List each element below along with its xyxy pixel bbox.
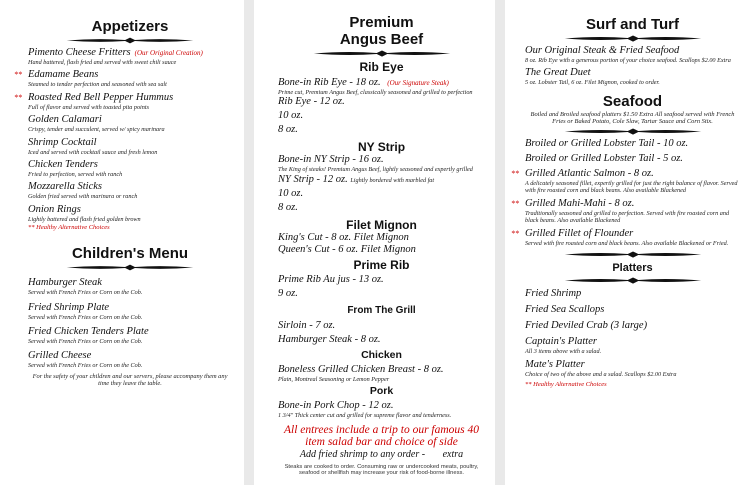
menu-item xyxy=(28,326,232,345)
primerib-13: Prime Rib Au jus - 13 oz. xyxy=(278,273,384,285)
menu-item-desc: Served with French Fries or Corn on the Cob. xyxy=(28,362,143,370)
menu-item-name: Fried Shrimp xyxy=(525,288,582,300)
menu-item-name: Fried Deviled Crab (3 large) xyxy=(525,320,648,332)
menu-item-desc: Steamed to tender perfection and seasoned with sea salt xyxy=(28,81,167,89)
beef-title-line2: Angus Beef xyxy=(339,31,424,48)
menu-item-desc: Full of flavor and served with toasted pita points xyxy=(28,103,149,111)
menu-item xyxy=(511,197,740,225)
menu-item-name: Fried Shrimp Plate xyxy=(28,301,110,313)
nystrip-bone-in: Bone-in NY Strip - 16 oz. xyxy=(278,154,384,166)
menu-item xyxy=(511,227,740,247)
childrens-title: Children's Menu xyxy=(71,245,189,263)
appetizers-title: Appetizers xyxy=(91,18,169,35)
nystrip-desc: The King of steaks! Premium Angus Beef, lightly seasoned and expertly grilled xyxy=(278,166,473,174)
menu-item-name: Roasted Red Bell Pepper Hummus xyxy=(28,91,174,103)
menu-item-desc: 5 oz. Lobster Tail, 6 oz. Filet Mignon, cooked to order. xyxy=(525,79,660,87)
primerib-9: 9 oz. xyxy=(278,287,298,299)
menu-item xyxy=(525,359,740,378)
menu-item-desc: All 3 items above with a salad. xyxy=(525,348,602,356)
appetizers-panel xyxy=(0,0,244,485)
menu-item-desc: Served with fire roasted corn and black beans. Also available Blackened or Fried. xyxy=(525,239,729,247)
healthy-marker: ** xyxy=(511,198,519,208)
seafood-title: Seafood xyxy=(602,92,663,110)
menu-item xyxy=(28,204,232,223)
salad-bar-note: All entrees include a trip to our famous 40 item salad bar and choice of side xyxy=(283,423,480,449)
appetizers-list xyxy=(14,47,232,223)
nystrip-12: NY Strip - 12 oz. Lightly bordered with marbled fat xyxy=(278,173,435,185)
menu-item xyxy=(525,320,740,332)
healthy-marker: ** xyxy=(14,70,22,80)
menu-item xyxy=(525,45,740,64)
menu-item-name: Mate's Platter xyxy=(525,359,585,371)
menu-item-name: Our Original Steak & Fried Seafood xyxy=(525,45,680,56)
title-ornament xyxy=(525,277,740,284)
menu-item-name: Edamame Beans xyxy=(28,69,99,81)
grill-heading: From The Grill xyxy=(347,304,416,316)
menu-item-name: Grilled Cheese xyxy=(28,350,92,362)
menu-item-name: The Great Duet xyxy=(525,67,591,79)
menu-item xyxy=(511,168,740,195)
menu-item-desc: Choice of two of the above and a salad. Scallops $2.00 Extra xyxy=(525,371,677,379)
menu-item-desc: Iced and served with cocktail sauce and fresh lemon xyxy=(28,148,158,156)
filet-queens-cut: Queen's Cut - 6 oz. Filet Mignon xyxy=(278,243,416,255)
menu-item-name: Chicken Tenders xyxy=(28,159,98,171)
menu-item-name: Grilled Mahi-Mahi - 8 oz. xyxy=(525,197,635,209)
shrimp-addon: Add fried shrimp to any order - extra xyxy=(299,448,464,460)
chicken-heading: Chicken xyxy=(361,348,402,361)
raw-food-warning: Steaks are cooked to order. Consuming raw or undercooked meats, poultry, seafood or shellfish may increase your risk of food-borne illness. xyxy=(284,463,479,477)
beef-panel xyxy=(254,0,495,485)
menu-item-desc: 8 oz. Rib Eye with a generous portion of your choice seafood. Scallops $2.00 Extra xyxy=(525,57,731,64)
beef-title-line1: Premium xyxy=(349,14,414,31)
ribeye-heading: Rib Eye xyxy=(359,60,404,74)
menu-item-name: Shrimp Cocktail xyxy=(28,136,97,148)
healthy-marker: ** xyxy=(511,169,519,178)
menu-item-name: Grilled Atlantic Salmon - 8 oz. xyxy=(525,168,654,179)
healthy-footnote: ** Healthy Alternative Choices xyxy=(525,380,607,388)
menu-item-desc: Lightly battered and flash fried golden brown xyxy=(28,215,141,223)
primerib-heading: Prime Rib xyxy=(353,257,410,272)
menu-item xyxy=(28,302,232,321)
childrens-safety-note: For the safety of your children and our servers, please accompany them any time they leave the table. xyxy=(32,372,228,388)
menu-item-name: Captain's Platter xyxy=(525,336,597,348)
menu-item-name: Fried Chicken Tenders Plate xyxy=(28,326,149,338)
menu-item xyxy=(525,336,740,355)
surf-title: Surf and Turf xyxy=(585,16,680,33)
title-ornament xyxy=(278,50,485,57)
menu-item-name: Broiled or Grilled Lobster Tail - 5 oz. xyxy=(525,153,683,164)
filet-heading: Filet Mignon xyxy=(346,217,417,232)
ribeye-bone-in: Bone-in Rib Eye - 18 oz. (Our Signature Steak) xyxy=(278,77,449,88)
healthy-marker: ** xyxy=(511,228,519,238)
menu-item-name: Pimento Cheese Fritters (Our Original Creation) xyxy=(28,47,203,58)
platters-list xyxy=(525,288,740,379)
sirloin: Sirloin - 7 oz. xyxy=(278,319,336,331)
ribeye-8: 8 oz. xyxy=(278,124,298,136)
menu-item xyxy=(14,91,232,111)
ribeye-12: Rib Eye - 12 oz. xyxy=(278,96,345,108)
pork-chop: Bone-in Pork Chop - 12 oz. xyxy=(278,400,394,412)
pork-heading: Pork xyxy=(369,385,394,398)
chicken-breast: Boneless Grilled Chicken Breast - 8 oz. xyxy=(278,363,444,375)
menu-item xyxy=(525,67,740,86)
menu-item-name: Broiled or Grilled Lobster Tail - 10 oz. xyxy=(525,138,689,149)
menu-item-desc: Golden fried served with marinara or ranch xyxy=(28,193,138,201)
menu-item-desc: Traditionally seasoned and grilled to perfection. Served with fire roasted corn and black beans. Also available Blackened xyxy=(525,209,730,225)
menu-item-name: Fried Sea Scallops xyxy=(525,304,605,316)
menu-item-name: Hamburger Steak xyxy=(28,277,102,289)
section-ornament xyxy=(525,251,740,258)
menu-item-desc: Served with French Fries or Corn on the Cob. xyxy=(28,313,143,321)
menu-item xyxy=(28,277,232,296)
menu-item xyxy=(28,350,232,369)
menu-item xyxy=(525,288,740,300)
pork-desc: 1 3/4" Thick center cut and grilled for supreme flavor and tenderness. xyxy=(278,412,452,420)
menu-item-desc: A delicately seasoned fillet, expertly grilled for just the right balance of flavor. Served with fire roasted corn and black beans. Also available Blackened xyxy=(525,180,738,195)
title-ornament xyxy=(525,35,740,42)
seafood-intro: Boiled and Broiled seafood platters $1.50 Extra All seafood served with French Fries or Baked Potato, Cole Slaw, Tartar Sauce and Corn Stix. xyxy=(530,110,735,126)
nystrip-heading: NY Strip xyxy=(357,140,406,155)
nystrip-8: 8 oz. xyxy=(278,201,298,213)
menu-item xyxy=(14,69,232,89)
menu-item xyxy=(28,137,232,156)
childrens-list xyxy=(28,277,232,370)
title-ornament xyxy=(525,128,740,135)
menu-item xyxy=(525,304,740,316)
surf-panel xyxy=(505,0,750,485)
menu-item-desc: Served with French Fries or Corn on the Cob. xyxy=(28,338,143,346)
menu-item xyxy=(28,181,232,200)
menu-item-desc: Fried to perfection, served with ranch xyxy=(28,171,123,179)
healthy-footnote: ** Healthy Alternative Choices xyxy=(28,224,110,232)
menu-item-name: Grilled Fillet of Flounder xyxy=(525,227,634,239)
title-ornament xyxy=(28,264,232,271)
hamburger-steak: Hamburger Steak - 8 oz. xyxy=(278,333,381,345)
menu-item xyxy=(28,159,232,178)
seafood-list xyxy=(511,138,740,247)
menu-item xyxy=(525,153,740,165)
ribeye-10: 10 oz. xyxy=(278,110,304,122)
menu-item-name: Golden Calamari xyxy=(28,114,102,126)
menu-item-name: Onion Rings xyxy=(28,203,81,215)
nystrip-10: 10 oz. xyxy=(278,187,304,199)
menu-item xyxy=(525,138,740,150)
ribeye-desc: Prime cut, Premium Angus Beef, classically seasoned and grilled to perfection xyxy=(278,89,473,96)
healthy-marker: ** xyxy=(14,92,22,102)
surf-list xyxy=(525,45,740,87)
menu-item-desc: Hand battered, flash fried and served with sweet chili sauce xyxy=(28,59,177,66)
chicken-desc: Plain, Montreal Seasoning or Lemon Pepper xyxy=(278,375,390,383)
menu-item-desc: Crispy, tender and succulent, served w/ spicy marinara xyxy=(28,126,165,134)
menu-item-desc: Served with French Fries or Corn on the Cob. xyxy=(28,289,143,297)
title-ornament xyxy=(28,37,232,44)
filet-kings-cut: King's Cut - 8 oz. Filet Mignon xyxy=(278,231,409,243)
menu-item xyxy=(28,114,232,133)
menu-item xyxy=(28,47,232,66)
platters-title: Platters xyxy=(612,262,653,275)
menu-item-note: (Our Original Creation) xyxy=(134,49,203,57)
menu-item-name: Mozzarella Sticks xyxy=(28,181,102,193)
